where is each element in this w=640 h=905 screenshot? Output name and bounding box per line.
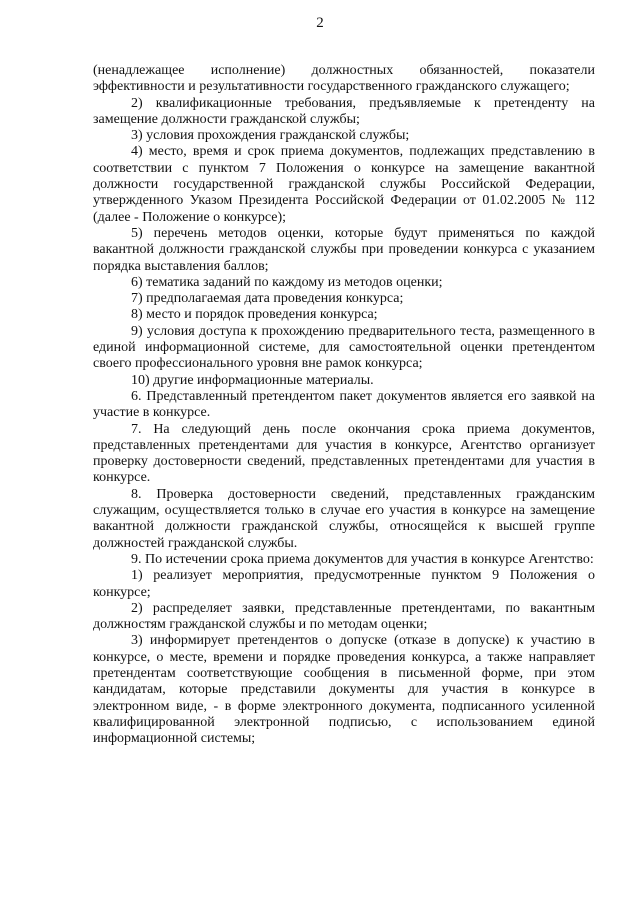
paragraph: 5) перечень методов оценки, которые будут применяться по каждой вакантной должности гражданской службы при проведении конкурса с указанием порядка выставления баллов;: [93, 225, 595, 274]
paragraph: 3) информирует претендентов о допуске (отказе в допуске) к участию в конкурсе, о месте, времени и порядке проведения конкурса, а также направляет претендентам соответствующие сообщения в письменной форме, при этом кандидатам, которые представили документы для участия в конкурсе в электронном виде, - в форме электронного документа, подписанного усиленной квалифицированной электронной подписью, с использованием единой информационной системы;: [93, 633, 595, 747]
paragraph: 1) реализует мероприятия, предусмотренные пунктом 9 Положения о конкурсе;: [93, 568, 595, 600]
paragraph: 2) квалификационные требования, предъявляемые к претенденту на замещение должности гражданской службы;: [93, 95, 595, 127]
paragraph: (ненадлежащее исполнение) должностных обязанностей, показатели эффективности и результативности государственного гражданского служащего;: [93, 63, 595, 95]
paragraph: 9) условия доступа к прохождению предварительного теста, размещенного в единой информационной системе, для самостоятельной оценки претендентом своего профессионального уровня вне рамок конкурса;: [93, 323, 595, 372]
document-body: [93, 63, 595, 747]
paragraph: 3) условия прохождения гражданской службы;: [131, 128, 410, 144]
paragraph: 8) место и порядок проведения конкурса;: [131, 307, 378, 323]
paragraph: 10) другие информационные материалы.: [131, 372, 374, 388]
paragraph: 7. На следующий день после окончания срока приема документов, представленных претендентами для участия в конкурсе, Агентство организует проверку достоверности сведений, представленных претендентами для участия в конкурсе.: [93, 421, 595, 486]
paragraph: 6. Представленный претендентом пакет документов является его заявкой на участие в конкурсе.: [93, 388, 595, 421]
paragraph: 6) тематика заданий по каждому из методов оценки;: [131, 274, 443, 290]
paragraph: 7) предполагаемая дата проведения конкурса;: [131, 291, 404, 307]
paragraph: 4) место, время и срок приема документов, подлежащих представлению в соответствии с пунктом 7 Положения о конкурсе на замещение вакантной должности государственной гражданской службы Российской Федерации, утвержденного Указом Президента Российской Федерации от 01.02.2005 № 112 (далее - Положение о конкурсе);: [93, 144, 595, 225]
paragraph: 9. По истечении срока приема документов для участия в конкурсе Агентство:: [131, 551, 594, 567]
paragraph: 8. Проверка достоверности сведений, представленных гражданским служащим, осуществляется только в случае его участия в конкурсе на замещение вакантной должности гражданской службы, относящейся к высшей группе должностей гражданской службы.: [93, 486, 595, 551]
page-number: 2: [316, 15, 324, 31]
paragraph: 2) распределяет заявки, представленные претендентами, по вакантным должностям гражданской службы и по методам оценки;: [93, 600, 595, 633]
